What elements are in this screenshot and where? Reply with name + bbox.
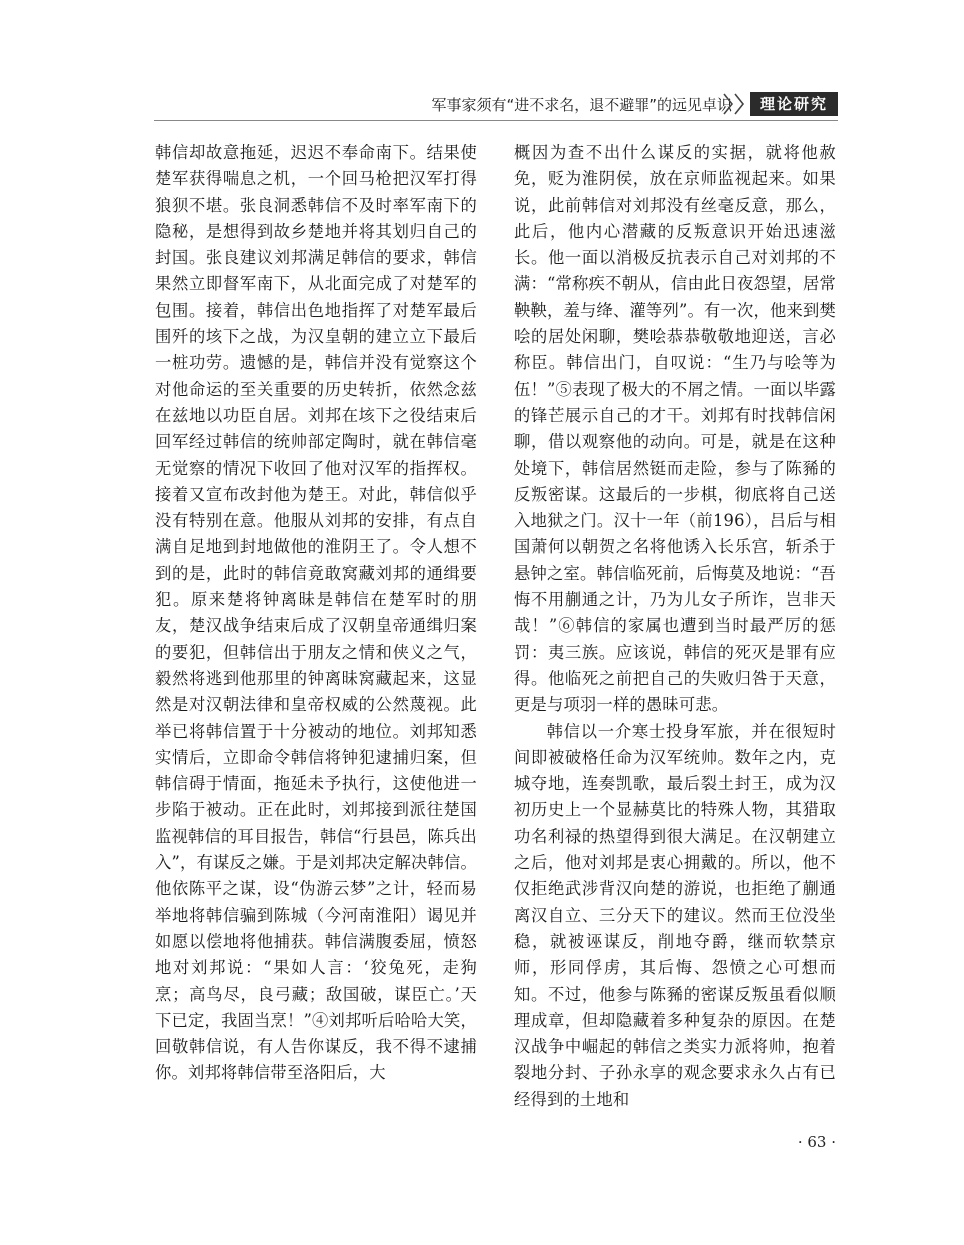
right-paragraph-1: 概因为查不出什么谋反的实据，就将他赦免，贬为淮阴侯，放在京师监视起来。如果说，此前韩信对刘邦没有丝毫反意，那么，此后，他内心潜藏的反叛意识开始迅速滋长。他一面以消极反抗表示自己对刘邦的不满：“常称疾不朝从，信由此日夜怨望，居常鞅鞅，羞与绛、灌等列”。有一次，他来到樊哙的居处闲聊，樊哙恭恭敬敬地迎送，言必称臣。韩信出门，自叹说：“生乃与哙等为伍！”⑤表现了极大的不屑之情。一面以毕露的锋芒展示自己的才干。刘邦有时找韩信闲聊，借以观察他的动向。可是，就是在这种处境下，韩信居然铤而走险，参与了陈豨的反叛密谋。这最后的一步棋，彻底将自己送入地狱之门。汉十一年（前196），吕后与相国萧何以朝贺之名将他诱入长乐宫，斩杀于悬钟之室。韩信临死前，后悔莫及地说：“吾悔不用蒯通之计，乃为儿女子所诈，岂非天哉！”⑥韩信的家属也遭到当时最严厉的惩罚：夷三族。应该说，韩信的死灭是罪有应得。他临死之前把自己的失败归咎于天意，更是与项羽一样的愚昧可悲。 bbox=[514, 143, 836, 715]
chevron-right-icon bbox=[732, 92, 746, 116]
right-column bbox=[514, 140, 836, 1113]
right-paragraph-2: 韩信以一介寒士投身军旅，并在很短时间即被破格任命为汉军统帅。数年之内，克城夺地，连奏凯歌，最后裂土封王，成为汉初历史上一个显赫莫比的特殊人物，其猎取功名利禄的热望得到很大满足。在汉朝建立之后，他对刘邦是衷心拥戴的。所以，他不仅拒绝武涉背汉向楚的游说，也拒绝了蒯通离汉自立、三分天下的建议。然而王位没坐稳，就被诬谋反，削地夺爵，继而软禁京师，形同俘虏，其后悔、怨愤之心可想而知。不过，他参与陈豨的密谋反叛虽看似顺理成章，但却隐藏着多种复杂的原因。在楚汉战争中崛起的韩信之类实力派将帅，抱着裂地分封、子孙永享的观念要求永久占有已经得到的土地和 bbox=[514, 721, 836, 1109]
page-number: · 63 · bbox=[797, 1133, 836, 1151]
running-header bbox=[0, 92, 964, 118]
header-title: 军事家须有“进不求名，退不避罪”的远见卓识 bbox=[431, 96, 732, 114]
left-paragraph: 韩信却故意拖延，迟迟不奉命南下。结果使楚军获得喘息之机，一个回马枪把汉军打得狼狈不堪。张良洞悉韩信不及时率军南下的隐秘，是想得到故乡楚地并将其划归自己的封国。张良建议刘邦满足韩信的要求，韩信果然立即督军南下，从北面完成了对楚军的包围。接着，韩信出色地指挥了对楚军最后围歼的垓下之战，为汉皇朝的建立立下最后一桩功劳。遗憾的是，韩信并没有觉察这个对他命运的至关重要的历史转折，依然念兹在兹地以功臣自居。刘邦在垓下之役结束后回军经过韩信的统帅部定陶时，就在韩信毫无觉察的情况下收回了他对汉军的指挥权。接着又宣布改封他为楚王。对此，韩信似乎没有特别在意。他服从刘邦的安排，有点自满自足地到封地做他的淮阴王了。令人想不到的是，此时的韩信竟敢窝藏刘邦的通缉要犯。原来楚将钟离昧是韩信在楚军时的朋友，楚汉战争结束后成了汉朝皇帝通缉归案的要犯，但韩信出于朋友之情和侠义之气，毅然将逃到他那里的钟离昧窝藏起来，这显然是对汉朝法律和皇帝权威的公然蔑视。此举已将韩信置于十分被动的地位。刘邦知悉实情后，立即命令韩信将钟犯逮捕归案，但韩信碍于情面，拖延未予执行，这使他进一步陷于被动。正在此时，刘邦接到派往楚国监视韩信的耳目报告，韩信“行县邑，陈兵出入”，有谋反之嫌。于是刘邦决定解决韩信。他依陈平之谋，设“伪游云梦”之计，轻而易举地将韩信骗到陈城（今河南淮阳）谒见并如愿以偿地将他捕获。韩信满腹委屈，愤怒地对刘邦说：“果如人言：‘狡兔死，走狗烹；高鸟尽，良弓藏；敌国破，谋臣亡。’天下已定，我固当烹！”④刘邦听后哈哈大笑，回敬韩信说，有人告你谋反，我不得不逮捕你。刘邦将韩信带至洛阳后，大 bbox=[155, 143, 477, 1083]
left-column bbox=[155, 140, 477, 1087]
header-rule bbox=[154, 120, 838, 121]
section-tag: 理论研究 bbox=[750, 92, 838, 116]
